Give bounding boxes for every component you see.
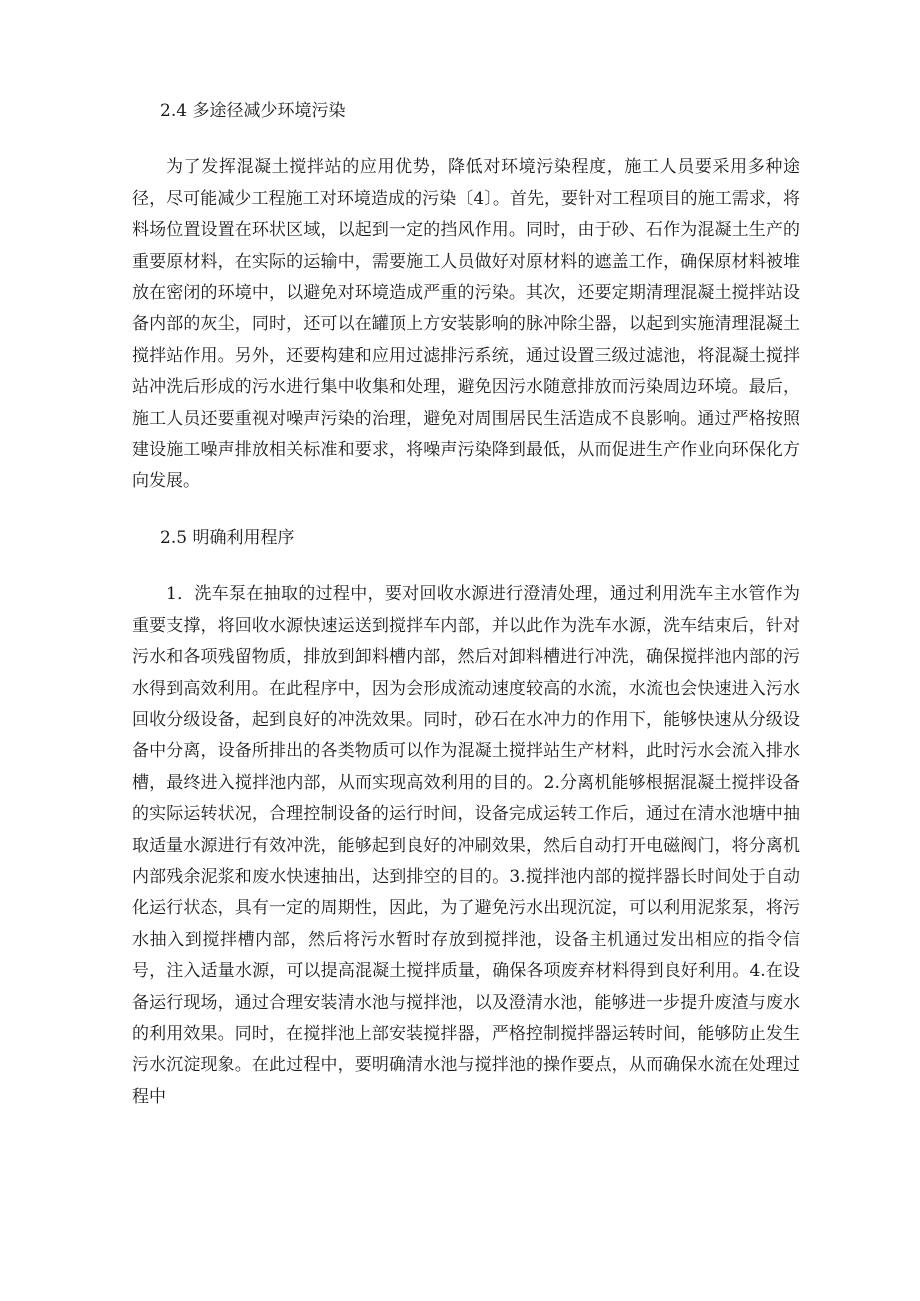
section-paragraph-2-4: 为了发挥混凝土搅拌站的应用优势，降低对环境污染程度，施工人员要采用多种途径，尽可能减少工程施工对环境造成的污染〔4〕。首先，要针对工程项目的施工需求，将料场位置设置在环状区域，以起到一定的挡风作用。同时，由于砂、石作为混凝土生产的重要原材料，在实际的运输中，需要施工人员做好对原材料的遮盖工作，确保原材料被堆放在密闭的环境中，以避免对环境造成严重的污染。其次，还要定期清理混凝土搅拌站设备内部的灰尘，同时，还可以在罐顶上方安装影响的脉冲除尘器，以起到实施清理混凝土搅拌站作用。另外，还要构建和应用过滤排污系统，通过设置三级过滤池，将混凝土搅拌站冲洗后形成的污水进行集中收集和处理，避免因污水随意排放而污染周边环境。最后，施工人员还要重视对噪声污染的治理，避免对周围居民生活造成不良影响。通过严格按照建设施工噪声排放相关标准和要求，将噪声污染降到最低，从而促进生产作业向环保化方向发展。 — [132, 157, 800, 492]
section-heading-2-4: 2.4 多途径减少环境污染 — [160, 101, 346, 121]
section-paragraph-2-5: 1．洗车泵在抽取的过程中，要对回收水源进行澄清处理，通过利用洗车主水管作为重要支撑，将回收水源快速运送到搅拌车内部，并以此作为洗车水源，洗车结束后，针对污水和各项残留物质，排放到卸料槽内部，然后对卸料槽进行冲洗，确保搅拌池内部的污水得到高效利用。在此程序中，因为会形成流动速度较高的水流，水流也会快速进入污水回收分级设备，起到良好的冲洗效果。同时，砂石在水冲力的作用下，能够快速从分级设备中分离，设备所排出的各类物质可以作为混凝土搅拌站生产材料，此时污水会流入排水槽，最终进入搅拌池内部，从而实现高效利用的目的。2.分离机能够根据混凝土搅拌设备的实际运转状况，合理控制设备的运行时间，设备完成运转工作后，通过在清水池塘中抽取适量水源进行有效冲洗，能够起到良好的冲刷效果，然后自动打开电磁阀门，将分离机内部残余泥浆和废水快速抽出，达到排空的目的。3.搅拌池内部的搅拌器长时间处于自动化运行状态，具有一定的周期性，因此，为了避免污水出现沉淀，可以利用泥浆泵，将污水抽入到搅拌槽内部，然后将污水暂时存放到搅拌池，设备主机通过发出相应的指令信号，注入适量水源，可以提高混凝土搅拌质量，确保各项废弃材料得到良好利用。4.在设备运行现场，通过合理安装清水池与搅拌池，以及澄清水池，能够进一步提升废渣与废水的利用效果。同时，在搅拌池上部安装搅拌器，严格控制搅拌器运转时间，能够防止发生污水沉淀现象。在此过程中，要明确清水池与搅拌池的操作要点，从而确保水流在处理过程中 — [132, 584, 800, 1107]
document-body — [132, 96, 800, 1138]
section-heading-2-5: 2.5 明确利用程序 — [160, 527, 295, 548]
